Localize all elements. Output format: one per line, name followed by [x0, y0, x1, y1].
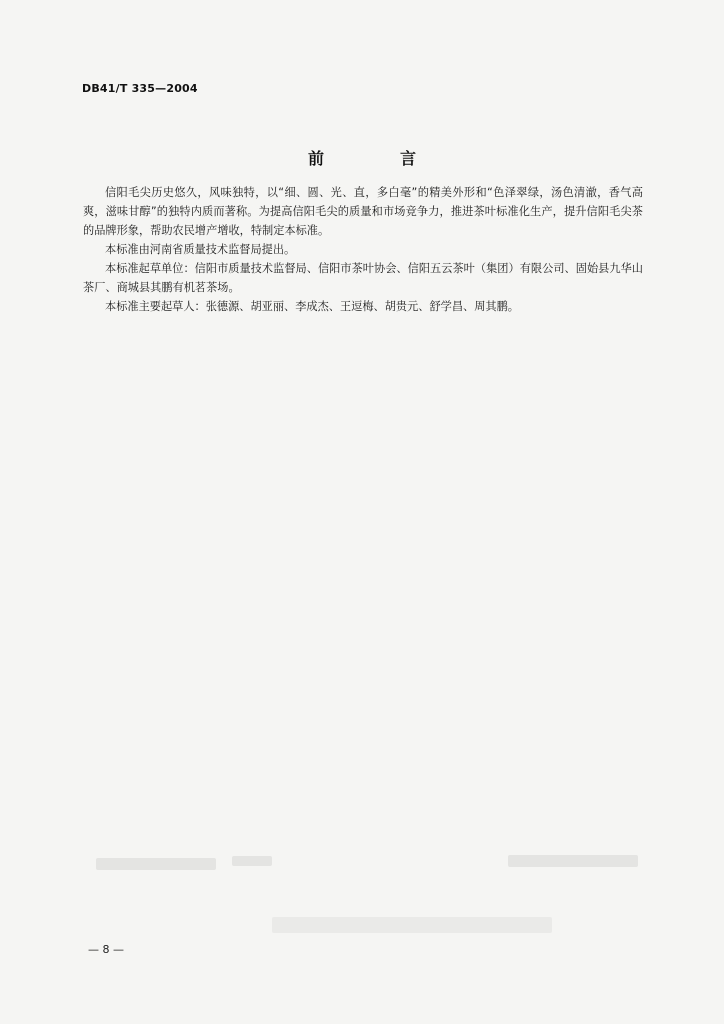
paragraph-intro: 信阳毛尖历史悠久，风味独特，以“细、圆、光、直，多白毫”的精美外形和“色泽翠绿，汤色清澈，香气高爽，滋味甘醇”的独特内质而著称。为提高信阳毛尖的质量和市场竞争力，推进茶叶标准化生产，提升信阳毛尖茶的品牌形象，帮助农民增产增收，特制定本标准。: [83, 186, 643, 237]
scan-artifact: [272, 917, 552, 933]
scan-artifact: [232, 856, 272, 866]
scan-artifact: [96, 858, 216, 870]
scan-artifact: [508, 855, 638, 867]
paragraph-drafters: 本标准主要起草人：张德源、胡亚丽、李成杰、王逗梅、胡贵元、舒学昌、周其鹏。: [105, 300, 519, 313]
paragraph-drafting-units: 本标准起草单位：信阳市质量技术监督局、信阳市茶叶协会、信阳五云茶叶（集团）有限公司、固始县九华山茶厂、商城县其鹏有机茗茶场。: [83, 262, 643, 294]
standard-code: DB41/T 335—2004: [82, 82, 198, 95]
preface-body: [83, 183, 643, 316]
page-title: 前 言: [307, 149, 446, 168]
paragraph-proposer: 本标准由河南省质量技术监督局提出。: [105, 243, 296, 256]
page-number: — 8 —: [88, 943, 124, 956]
